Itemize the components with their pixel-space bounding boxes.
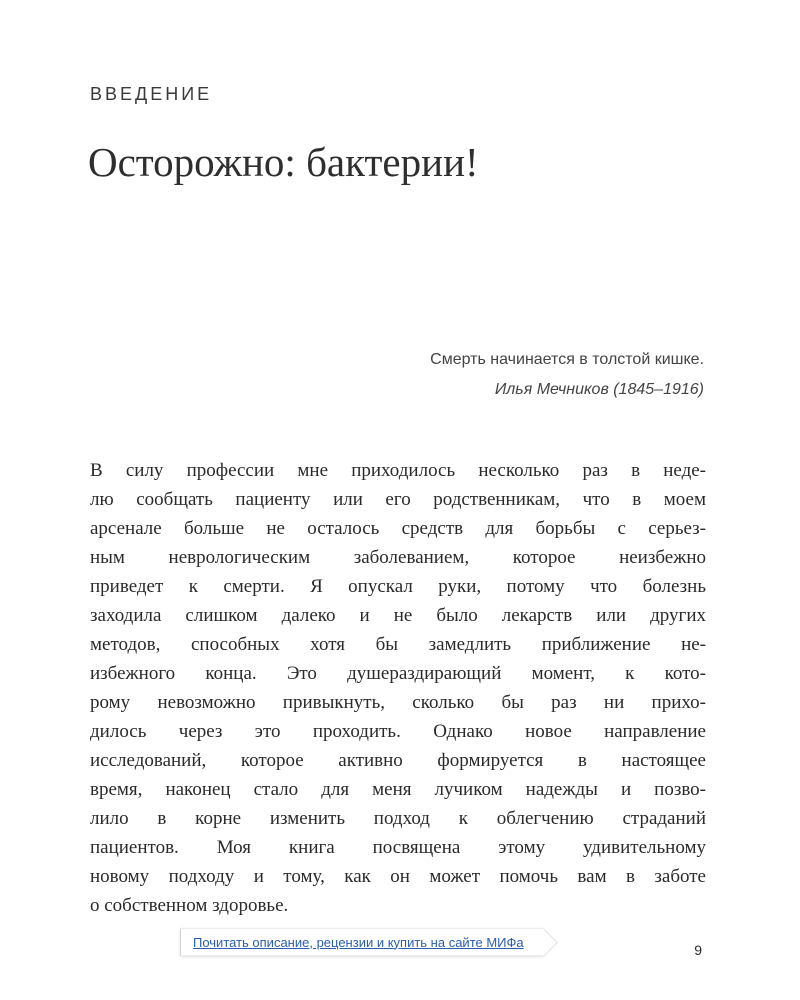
body-line: ным неврологическим заболеванием, которое неизбежно (90, 547, 706, 568)
buy-link[interactable]: Почитать описание, рецензии и купить на сайте МИФа (193, 934, 524, 950)
body-line: пациентов. Моя книга посвящена этому удивительному (90, 837, 706, 858)
body-line: дилось через это проходить. Однако новое направление (90, 721, 706, 742)
body-line: о собственном здоровье. (90, 895, 289, 916)
body-line: новому подходу и тому, как он может помочь вам в заботе (90, 866, 706, 887)
body-line: лю сообщать пациенту или его родственникам, что в моем (90, 489, 706, 510)
epigraph (430, 345, 704, 405)
body-line: арсенале больше не осталось средств для борьбы с серьез- (90, 518, 706, 539)
body-line: В силу профессии мне приходилось несколько раз в неде- (90, 460, 706, 481)
body-line: методов, способных хотя бы замедлить приближение не- (90, 634, 706, 655)
body-line: лило в корне изменить подход к облегчению страданий (90, 808, 706, 829)
body-line: исследований, которое активно формируется в настоящее (90, 750, 706, 771)
body-line: время, наконец стало для меня лучиком надежды и позво- (90, 779, 706, 800)
page-number: 9 (694, 942, 702, 958)
section-label: ВВЕДЕНИЕ (90, 84, 213, 104)
epigraph-attribution: Илья Мечников (1845–1916) (494, 381, 704, 398)
body-line: заходила слишком далеко и не было лекарств или других (90, 605, 706, 626)
body-line: избежного конца. Это душераздирающий момент, к кото- (90, 663, 706, 684)
chapter-title: Осторожно: бактерии! (88, 139, 479, 185)
body-line: рому невозможно привыкнуть, сколько бы раз ни прихо- (90, 692, 706, 713)
link-banner (180, 928, 544, 956)
epigraph-quote: Смерть начинается в толстой кишке. (430, 351, 704, 368)
body-paragraph (90, 456, 706, 920)
body-line: приведет к смерти. Я опускал руки, потому что болезнь (90, 576, 706, 597)
